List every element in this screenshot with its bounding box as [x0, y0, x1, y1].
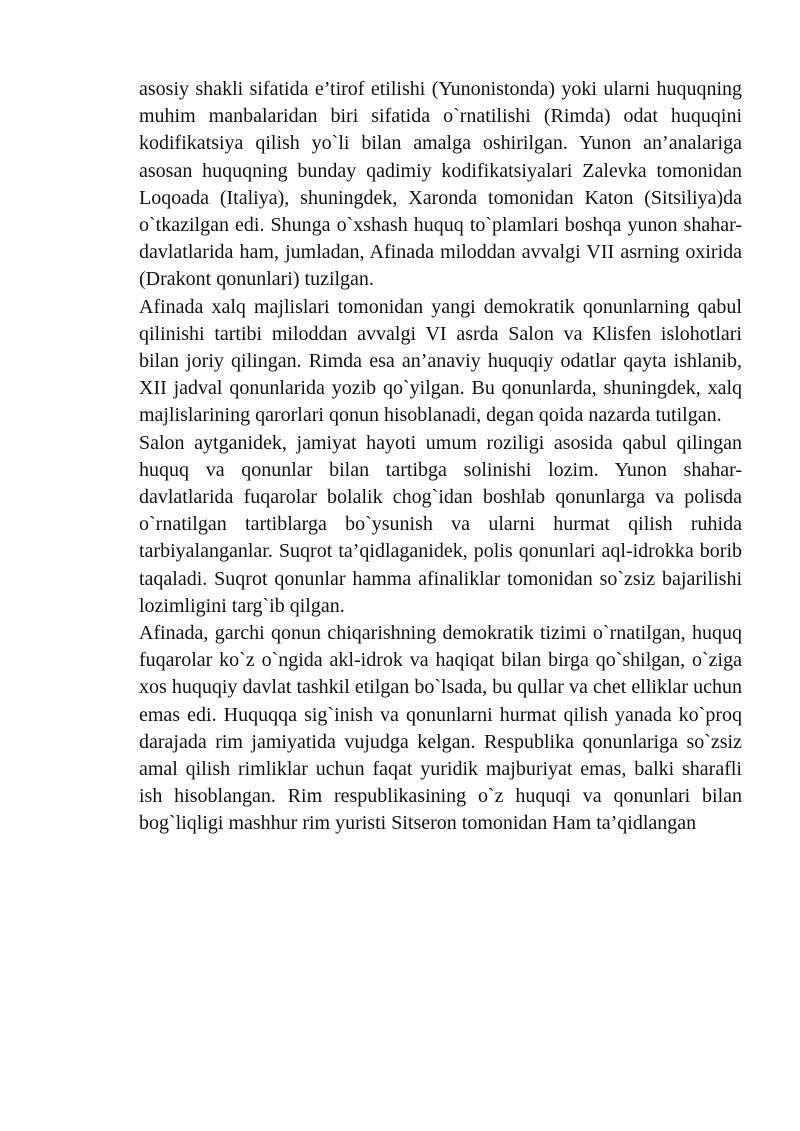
paragraph-2: Afinada xalq majlislari tomonidan yangi demokratik qonunlarning qabul qilinishi tartibi miloddan avvalgi VI asrda Salon va Klisfen islohotlari bilan joriy qilingan. Rimda esa an’anaviy huquqiy odatlar qayta ishlanib, XII jadval qonunlarida yozib qo`yilgan. Bu qonunlarda, shuningdek, xalq majlislarining qarorlari qonun hisoblanadi, degan qoida nazarda tutilgan.	[139, 295, 742, 427]
paragraph-1: asosiy shakli sifatida e’tirof etilishi (Yunonistonda) yoki ularni huquqning muhim manbalaridan biri sifatida o`rnatilishi (Rimda) odat huquqini kodifikatsiya qilish yo`li bilan amalga oshirilgan. Yunon an’analariga asosan huquqning bunday qadimiy kodifikatsiyalari Zalevka tomonidan Loqoada (Italiya), shuningdek, Xaronda tomonidan Katon (Sitsiliya)da o`tkazilgan edi. Shunga o`xshash huquq to`plamlari boshqa yunon shahar-davlatlarida ham, jumladan, Afinada miloddan avvalgi VII asrning oxirida (Drakont qonunlari) tuzilgan.	[139, 78, 742, 291]
document-page	[139, 76, 742, 838]
paragraph-4: Afinada, garchi qonun chiqarishning demokratik tizimi o`rnatilgan, huquq fuqarolar ko`z o`ngida akl-idrok va haqiqat bilan birga qo`shilgan, o`ziga xos huquqiy davlat tashkil etilgan bo`lsada, bu qullar va chet elliklar uchun emas edi. Huquqqa sig`inish va qonunlarni hurmat qilish yanada ko`proq darajada rim jamiyatida vujudga kelgan. Respublika qonunlariga so`zsiz amal qilish rimliklar uchun faqat yuridik majburiyat emas, balki sharafli ish hisoblangan. Rim respublikasining o`z huquqi va qonunlari bilan bog`liqligi mashhur rim yuristi Sitseron tomonidan Ham ta’qidlangan	[139, 622, 742, 835]
paragraph-3: Salon aytganidek, jamiyat hayoti umum roziligi asosida qabul qilingan huquq va qonunlar bilan tartibga solinishi lozim. Yunon shahar-davlatlarida fuqarolar bolalik chog`idan boshlab qonunlarga va polisda o`rnatilgan tartiblarga bo`ysunish va ularni hurmat qilish ruhida tarbiyalanganlar. Suqrot ta’qidlaganidek, polis qonunlari aql-idrokka borib taqaladi. Suqrot qonunlar hamma afinaliklar tomonidan so`zsiz bajarilishi lozimligini targ`ib qilgan.	[139, 431, 742, 617]
